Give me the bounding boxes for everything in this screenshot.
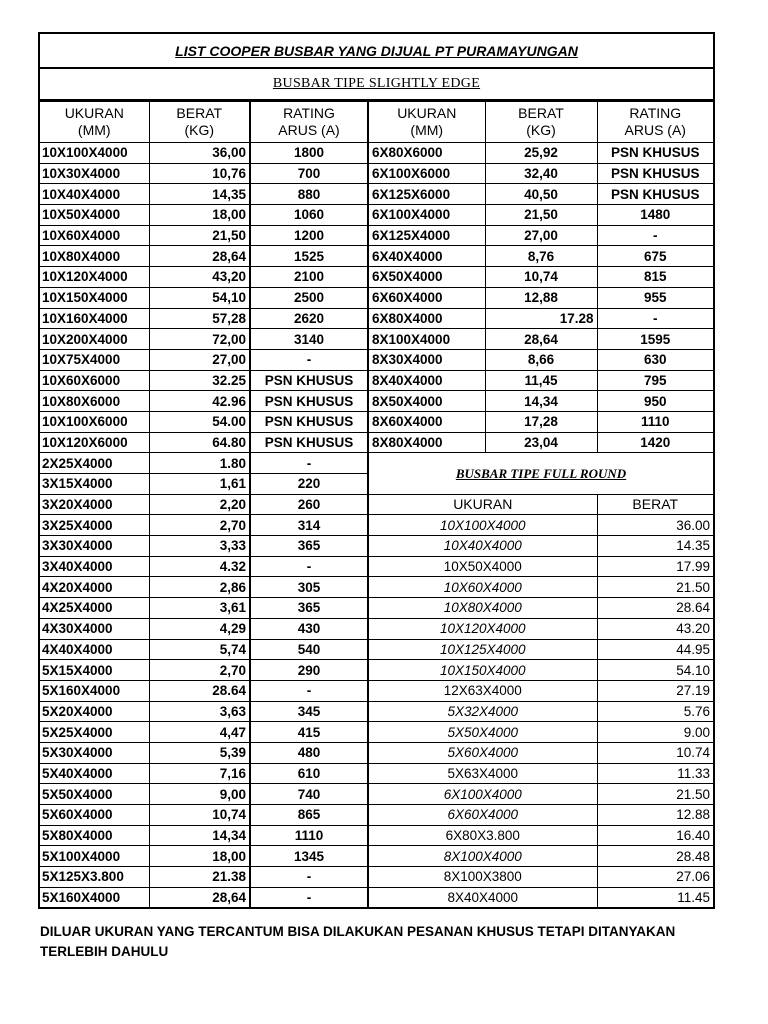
berat-cell: 27.06 bbox=[597, 867, 713, 888]
table-row bbox=[40, 349, 713, 370]
berat-cell: 11,45 bbox=[485, 370, 597, 391]
rating-cell: PSN KHUSUS bbox=[250, 391, 368, 412]
berat-cell: 28,64 bbox=[149, 887, 250, 907]
ukuran-cell: 5X50X4000 bbox=[40, 784, 149, 805]
rating-cell: 1595 bbox=[597, 329, 713, 350]
rating-cell: PSN KHUSUS bbox=[250, 370, 368, 391]
header-ukuran-right: UKURAN (MM) bbox=[368, 102, 485, 143]
ukuran-cell: 4X40X4000 bbox=[40, 639, 149, 660]
ukuran-cell: 8X50X4000 bbox=[368, 391, 485, 412]
ukuran-cell: 10X50X4000 bbox=[40, 205, 149, 226]
table-row bbox=[40, 494, 713, 515]
berat-cell: 3,33 bbox=[149, 536, 250, 557]
ukuran-cell: 5X160X4000 bbox=[40, 680, 149, 701]
rating-cell: 314 bbox=[250, 515, 368, 536]
berat-cell: 18,00 bbox=[149, 846, 250, 867]
table-row bbox=[40, 267, 713, 288]
ukuran-cell: 8X40X4000 bbox=[368, 370, 485, 391]
rating-cell: 345 bbox=[250, 701, 368, 722]
berat-cell: 28,64 bbox=[485, 329, 597, 350]
berat-cell: 2,20 bbox=[149, 494, 250, 515]
rating-cell: - bbox=[597, 308, 713, 329]
rating-cell: PSN KHUSUS bbox=[250, 411, 368, 432]
berat-cell: 21.38 bbox=[149, 867, 250, 888]
table-row bbox=[40, 246, 713, 267]
berat-cell: 5,39 bbox=[149, 742, 250, 763]
ukuran-cell: 5X100X4000 bbox=[40, 846, 149, 867]
berat-cell: 27.19 bbox=[597, 680, 713, 701]
berat-cell: 21.50 bbox=[597, 784, 713, 805]
ukuran-cell: 3X40X4000 bbox=[40, 556, 149, 577]
berat-cell: 27,00 bbox=[485, 225, 597, 246]
rating-cell: 3140 bbox=[250, 329, 368, 350]
berat-cell: 28.48 bbox=[597, 846, 713, 867]
table-row bbox=[40, 805, 713, 826]
berat-cell: 4,29 bbox=[149, 618, 250, 639]
rating-cell: 2500 bbox=[250, 287, 368, 308]
header-berat-right: BERAT (KG) bbox=[485, 102, 597, 143]
berat-cell: 1,61 bbox=[149, 474, 250, 495]
table-row bbox=[40, 639, 713, 660]
rating-cell: 1480 bbox=[597, 205, 713, 226]
berat-cell: 21,50 bbox=[149, 225, 250, 246]
ukuran-cell: 5X60X4000 bbox=[40, 805, 149, 826]
berat-cell: 17,28 bbox=[485, 411, 597, 432]
berat-cell: 27,00 bbox=[149, 349, 250, 370]
ukuran-cell: 6X80X4000 bbox=[368, 308, 485, 329]
ukuran-cell: 5X20X4000 bbox=[40, 701, 149, 722]
berat-cell: 16.40 bbox=[597, 825, 713, 846]
berat-cell: 18,00 bbox=[149, 205, 250, 226]
ukuran-cell: 10X120X6000 bbox=[40, 432, 149, 453]
rating-cell: 950 bbox=[597, 391, 713, 412]
ukuran-cell: 3X15X4000 bbox=[40, 474, 149, 495]
ukuran-cell: 10X60X6000 bbox=[40, 370, 149, 391]
ukuran-cell: 10X120X4000 bbox=[40, 267, 149, 288]
rating-cell: PSN KHUSUS bbox=[250, 432, 368, 453]
section-title-slightly-edge: BUSBAR TIPE SLIGHTLY EDGE bbox=[40, 69, 713, 101]
ukuran-cell: 5X25X4000 bbox=[40, 722, 149, 743]
ukuran-cell: 10X60X4000 bbox=[40, 225, 149, 246]
rating-cell: 1420 bbox=[597, 432, 713, 453]
ukuran-cell: 10X150X4000 bbox=[368, 660, 597, 681]
rating-cell: - bbox=[597, 225, 713, 246]
rating-cell: 1060 bbox=[250, 205, 368, 226]
table-row bbox=[40, 846, 713, 867]
table-row bbox=[40, 163, 713, 184]
rating-cell: 290 bbox=[250, 660, 368, 681]
ukuran-cell: 3X20X4000 bbox=[40, 494, 149, 515]
ukuran-cell: 2X25X4000 bbox=[40, 453, 149, 474]
header-berat-left: BERAT (KG) bbox=[149, 102, 250, 143]
ukuran-cell: 6X80X3.800 bbox=[368, 825, 597, 846]
table-row bbox=[40, 453, 713, 474]
berat-cell: 10,76 bbox=[149, 163, 250, 184]
ukuran-cell: 6X125X4000 bbox=[368, 225, 485, 246]
ukuran-cell: 6X100X4000 bbox=[368, 205, 485, 226]
berat-cell: 43,20 bbox=[149, 267, 250, 288]
table-row bbox=[40, 205, 713, 226]
ukuran-cell: 6X40X4000 bbox=[368, 246, 485, 267]
table-row bbox=[40, 225, 713, 246]
ukuran-cell: 5X160X4000 bbox=[40, 887, 149, 907]
berat-cell: 4,47 bbox=[149, 722, 250, 743]
table-row bbox=[40, 577, 713, 598]
rating-cell: 365 bbox=[250, 598, 368, 619]
rating-cell: 480 bbox=[250, 742, 368, 763]
ukuran-cell: 4X20X4000 bbox=[40, 577, 149, 598]
ukuran-cell: 12X63X4000 bbox=[368, 680, 597, 701]
ukuran-cell: 10X80X6000 bbox=[40, 391, 149, 412]
table-row bbox=[40, 184, 713, 205]
ukuran-cell: 10X60X4000 bbox=[368, 577, 597, 598]
berat-cell: 36,00 bbox=[149, 143, 250, 164]
table-row bbox=[40, 536, 713, 557]
rating-cell: 540 bbox=[250, 639, 368, 660]
rating-cell: 1110 bbox=[597, 411, 713, 432]
ukuran-cell: 8X100X4000 bbox=[368, 846, 597, 867]
rating-cell: 700 bbox=[250, 163, 368, 184]
berat-cell: 7,16 bbox=[149, 763, 250, 784]
table-row bbox=[40, 887, 713, 907]
table-row bbox=[40, 287, 713, 308]
busbar-table bbox=[40, 101, 713, 907]
berat-cell: 25,92 bbox=[485, 143, 597, 164]
berat-cell: 57,28 bbox=[149, 308, 250, 329]
berat-cell: 54.10 bbox=[597, 660, 713, 681]
rating-cell: 2620 bbox=[250, 308, 368, 329]
berat-cell: 10,74 bbox=[485, 267, 597, 288]
ukuran-cell: 6X100X6000 bbox=[368, 163, 485, 184]
ukuran-cell: 8X100X3800 bbox=[368, 867, 597, 888]
berat-cell: 9.00 bbox=[597, 722, 713, 743]
ukuran-cell: 4X25X4000 bbox=[40, 598, 149, 619]
rating-cell: 1200 bbox=[250, 225, 368, 246]
ukuran-cell: 5X125X3.800 bbox=[40, 867, 149, 888]
berat-cell: 2,70 bbox=[149, 515, 250, 536]
header-berat-full-round: BERAT bbox=[597, 494, 713, 515]
ukuran-cell: 10X100X4000 bbox=[368, 515, 597, 536]
rating-cell: 220 bbox=[250, 474, 368, 495]
table-row bbox=[40, 308, 713, 329]
rating-cell: - bbox=[250, 556, 368, 577]
rating-cell: 675 bbox=[597, 246, 713, 267]
ukuran-cell: 6X100X4000 bbox=[368, 784, 597, 805]
berat-cell: 10,74 bbox=[149, 805, 250, 826]
rating-cell: 740 bbox=[250, 784, 368, 805]
rating-cell: - bbox=[250, 680, 368, 701]
rating-cell: 1345 bbox=[250, 846, 368, 867]
header-ukuran-left: UKURAN (MM) bbox=[40, 102, 149, 143]
berat-cell: 11.45 bbox=[597, 887, 713, 907]
ukuran-cell: 6X60X4000 bbox=[368, 287, 485, 308]
berat-cell: 5.76 bbox=[597, 701, 713, 722]
ukuran-cell: 10X40X4000 bbox=[40, 184, 149, 205]
berat-cell: 4.32 bbox=[149, 556, 250, 577]
berat-cell: 28.64 bbox=[597, 598, 713, 619]
berat-cell: 14,34 bbox=[485, 391, 597, 412]
berat-cell: 32.25 bbox=[149, 370, 250, 391]
ukuran-cell: 10X80X4000 bbox=[40, 246, 149, 267]
ukuran-cell: 10X30X4000 bbox=[40, 163, 149, 184]
berat-cell: 9,00 bbox=[149, 784, 250, 805]
ukuran-cell: 10X200X4000 bbox=[40, 329, 149, 350]
ukuran-cell: 10X100X4000 bbox=[40, 143, 149, 164]
ukuran-cell: 6X125X6000 bbox=[368, 184, 485, 205]
table-row bbox=[40, 143, 713, 164]
ukuran-cell: 8X30X4000 bbox=[368, 349, 485, 370]
berat-cell: 54.00 bbox=[149, 411, 250, 432]
rating-cell: PSN KHUSUS bbox=[597, 143, 713, 164]
header-rating-right: RATING ARUS (A) bbox=[597, 102, 713, 143]
berat-cell: 21.50 bbox=[597, 577, 713, 598]
table-row bbox=[40, 701, 713, 722]
rating-cell: 2100 bbox=[250, 267, 368, 288]
rating-cell: - bbox=[250, 349, 368, 370]
table-row bbox=[40, 680, 713, 701]
berat-cell: 64.80 bbox=[149, 432, 250, 453]
header-ukuran-full-round: UKURAN bbox=[368, 494, 597, 515]
berat-cell: 14,35 bbox=[149, 184, 250, 205]
berat-cell: 17.28 bbox=[485, 308, 597, 329]
rating-cell: 815 bbox=[597, 267, 713, 288]
ukuran-cell: 5X40X4000 bbox=[40, 763, 149, 784]
ukuran-cell: 5X80X4000 bbox=[40, 825, 149, 846]
ukuran-cell: 10X80X4000 bbox=[368, 598, 597, 619]
table-row bbox=[40, 742, 713, 763]
berat-cell: 8,76 bbox=[485, 246, 597, 267]
ukuran-cell: 10X40X4000 bbox=[368, 536, 597, 557]
berat-cell: 1.80 bbox=[149, 453, 250, 474]
rating-cell: PSN KHUSUS bbox=[597, 184, 713, 205]
berat-cell: 23,04 bbox=[485, 432, 597, 453]
rating-cell: 1110 bbox=[250, 825, 368, 846]
berat-cell: 32,40 bbox=[485, 163, 597, 184]
rating-cell: 1525 bbox=[250, 246, 368, 267]
rating-cell: 610 bbox=[250, 763, 368, 784]
berat-cell: 5,74 bbox=[149, 639, 250, 660]
table-row bbox=[40, 432, 713, 453]
rating-cell: - bbox=[250, 453, 368, 474]
ukuran-cell: 10X75X4000 bbox=[40, 349, 149, 370]
berat-cell: 2,70 bbox=[149, 660, 250, 681]
berat-cell: 14.35 bbox=[597, 536, 713, 557]
berat-cell: 3,61 bbox=[149, 598, 250, 619]
berat-cell: 42.96 bbox=[149, 391, 250, 412]
rating-cell: 365 bbox=[250, 536, 368, 557]
rating-cell: 1800 bbox=[250, 143, 368, 164]
rating-cell: 630 bbox=[597, 349, 713, 370]
rating-cell: 865 bbox=[250, 805, 368, 826]
table-row bbox=[40, 556, 713, 577]
table-row bbox=[40, 370, 713, 391]
berat-cell: 17.99 bbox=[597, 556, 713, 577]
table-row bbox=[40, 784, 713, 805]
ukuran-cell: 5X15X4000 bbox=[40, 660, 149, 681]
berat-cell: 12,88 bbox=[485, 287, 597, 308]
berat-cell: 11.33 bbox=[597, 763, 713, 784]
ukuran-cell: 3X30X4000 bbox=[40, 536, 149, 557]
header-rating-left: RATING ARUS (A) bbox=[250, 102, 368, 143]
berat-cell: 40,50 bbox=[485, 184, 597, 205]
price-list-sheet bbox=[38, 32, 715, 909]
rating-cell: 795 bbox=[597, 370, 713, 391]
berat-cell: 72,00 bbox=[149, 329, 250, 350]
ukuran-cell: 6X50X4000 bbox=[368, 267, 485, 288]
rating-cell: 430 bbox=[250, 618, 368, 639]
footer-note: DILUAR UKURAN YANG TERCANTUM BISA DILAKUKAN PESANAN KHUSUS TETAPI DITANYAKAN TERLEBIH DAHULU bbox=[40, 924, 676, 959]
ukuran-cell: 10X150X4000 bbox=[40, 287, 149, 308]
berat-cell: 43.20 bbox=[597, 618, 713, 639]
ukuran-cell: 10X125X4000 bbox=[368, 639, 597, 660]
ukuran-cell: 8X60X4000 bbox=[368, 411, 485, 432]
rating-cell: 260 bbox=[250, 494, 368, 515]
table-row bbox=[40, 515, 713, 536]
table-row bbox=[40, 329, 713, 350]
berat-cell: 3,63 bbox=[149, 701, 250, 722]
ukuran-cell: 5X50X4000 bbox=[368, 722, 597, 743]
table-row bbox=[40, 598, 713, 619]
table-row bbox=[40, 660, 713, 681]
rating-cell: - bbox=[250, 867, 368, 888]
ukuran-cell: 10X50X4000 bbox=[368, 556, 597, 577]
berat-cell: 36.00 bbox=[597, 515, 713, 536]
ukuran-cell: 8X100X4000 bbox=[368, 329, 485, 350]
section-title-full-round: BUSBAR TIPE FULL ROUND bbox=[368, 453, 713, 494]
ukuran-cell: 5X60X4000 bbox=[368, 742, 597, 763]
table-row bbox=[40, 391, 713, 412]
ukuran-cell: 6X80X6000 bbox=[368, 143, 485, 164]
berat-cell: 2,86 bbox=[149, 577, 250, 598]
berat-cell: 14,34 bbox=[149, 825, 250, 846]
ukuran-cell: 10X160X4000 bbox=[40, 308, 149, 329]
table-row bbox=[40, 825, 713, 846]
ukuran-cell: 4X30X4000 bbox=[40, 618, 149, 639]
berat-cell: 28.64 bbox=[149, 680, 250, 701]
ukuran-cell: 10X100X6000 bbox=[40, 411, 149, 432]
document-title: LIST COOPER BUSBAR YANG DIJUAL PT PURAMAYUNGAN bbox=[40, 34, 713, 69]
ukuran-cell: 6X60X4000 bbox=[368, 805, 597, 826]
table-header-row bbox=[40, 102, 713, 143]
berat-cell: 12.88 bbox=[597, 805, 713, 826]
rating-cell: - bbox=[250, 887, 368, 907]
berat-cell: 54,10 bbox=[149, 287, 250, 308]
berat-cell: 8,66 bbox=[485, 349, 597, 370]
rating-cell: 415 bbox=[250, 722, 368, 743]
ukuran-cell: 8X40X4000 bbox=[368, 887, 597, 907]
rating-cell: 880 bbox=[250, 184, 368, 205]
ukuran-cell: 10X120X4000 bbox=[368, 618, 597, 639]
ukuran-cell: 3X25X4000 bbox=[40, 515, 149, 536]
rating-cell: 955 bbox=[597, 287, 713, 308]
table-row bbox=[40, 763, 713, 784]
table-row bbox=[40, 618, 713, 639]
berat-cell: 10.74 bbox=[597, 742, 713, 763]
berat-cell: 28,64 bbox=[149, 246, 250, 267]
berat-cell: 44.95 bbox=[597, 639, 713, 660]
ukuran-cell: 5X32X4000 bbox=[368, 701, 597, 722]
rating-cell: PSN KHUSUS bbox=[597, 163, 713, 184]
rating-cell: 305 bbox=[250, 577, 368, 598]
table-row bbox=[40, 411, 713, 432]
table-row bbox=[40, 722, 713, 743]
ukuran-cell: 8X80X4000 bbox=[368, 432, 485, 453]
ukuran-cell: 5X30X4000 bbox=[40, 742, 149, 763]
berat-cell: 21,50 bbox=[485, 205, 597, 226]
table-row bbox=[40, 867, 713, 888]
ukuran-cell: 5X63X4000 bbox=[368, 763, 597, 784]
